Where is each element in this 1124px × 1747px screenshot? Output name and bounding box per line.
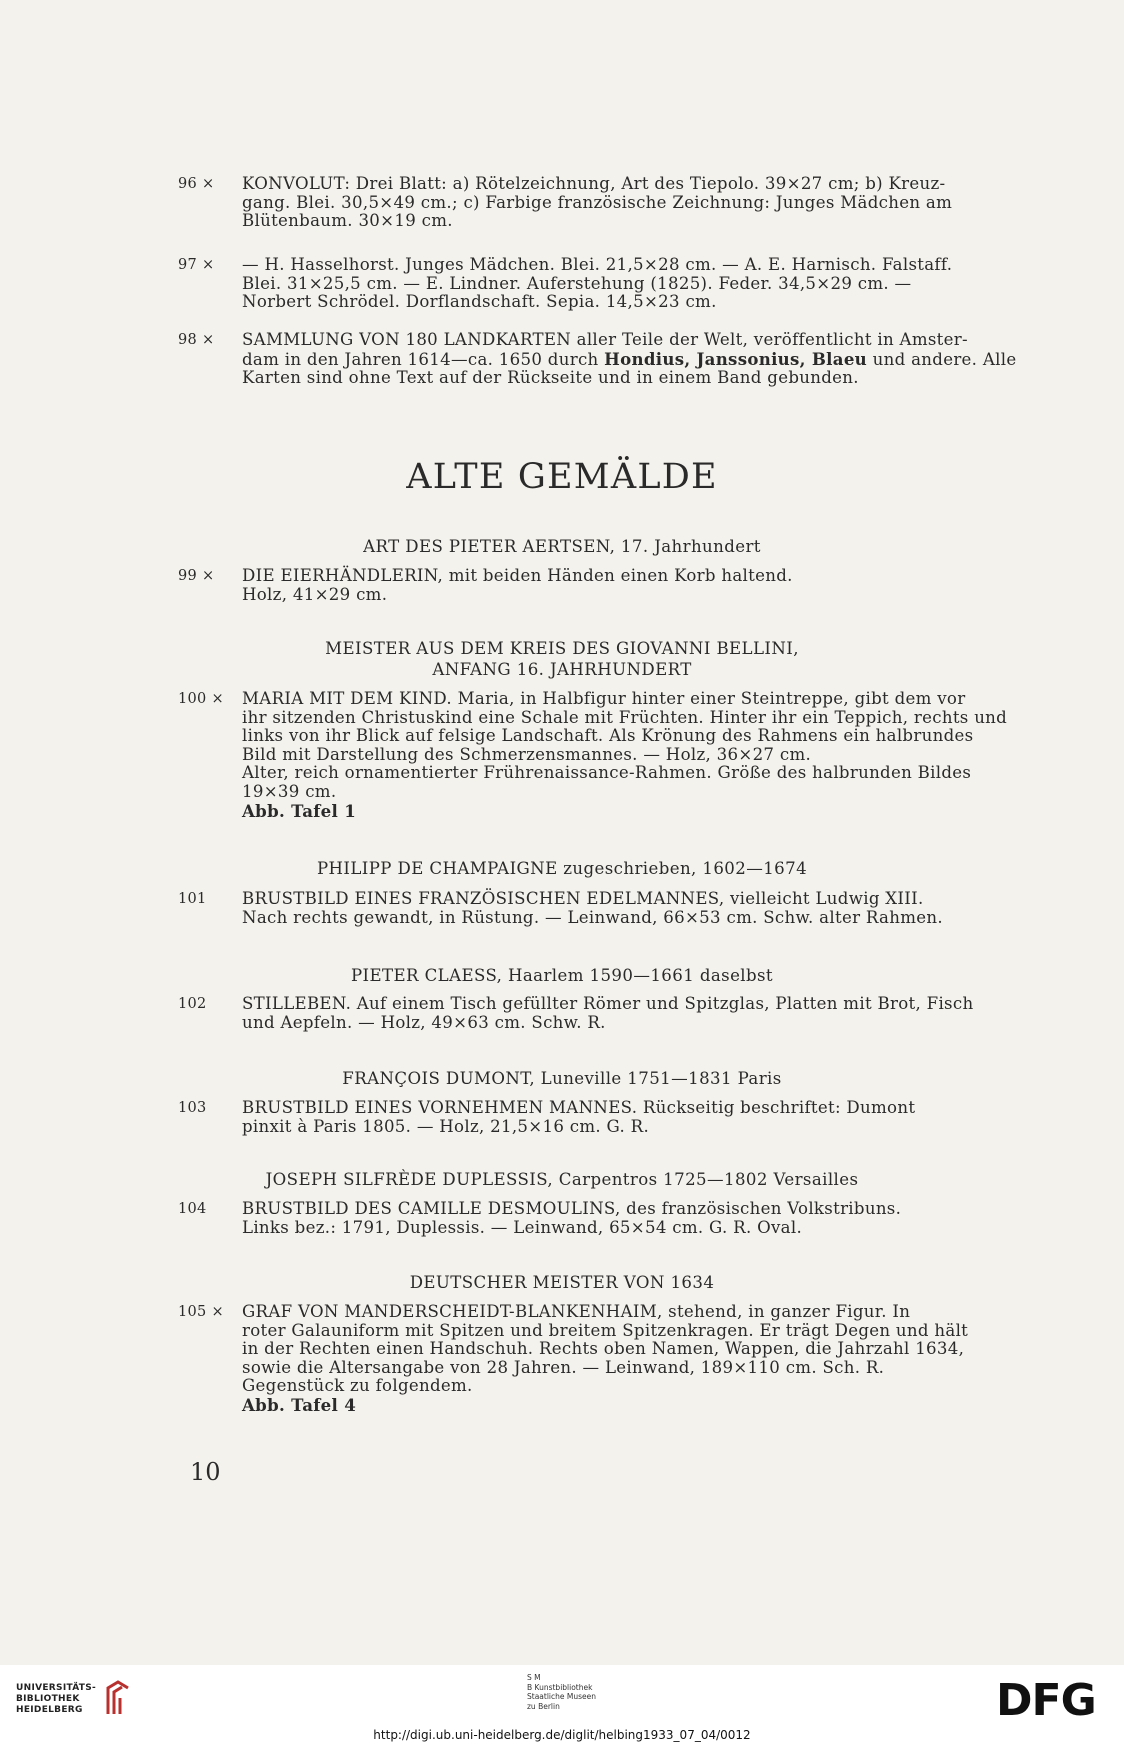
- entry-line: DIE EIERHÄNDLERIN, mit beiden Händen einen Korb haltend.: [242, 566, 793, 585]
- university-library-logo-icon[interactable]: [104, 1678, 132, 1718]
- entry-number: 102: [178, 996, 207, 1012]
- entry-text: [242, 690, 1018, 820]
- section-title: ALTE GEMÄLDE: [406, 457, 718, 497]
- entry-text: [242, 1099, 1018, 1136]
- entry-line: gang. Blei. 30,5×49 cm.; c) Farbige französische Zeichnung: Junges Mädchen am: [242, 192, 953, 212]
- logo-line: UNIVERSITÄTS-: [16, 1683, 97, 1693]
- entry-number: 105 ×: [178, 1304, 224, 1320]
- plate-reference: Abb. Tafel 1: [242, 800, 357, 821]
- entry-line: Links bez.: 1791, Duplessis. — Leinwand, 65×54 cm. G. R. Oval.: [242, 1217, 803, 1237]
- entry-line: links von ihr Blick auf felsige Landschaft. Als Krönung des Rahmens ein halbrundes: [242, 726, 974, 746]
- plate-reference: Abb. Tafel 4: [242, 1394, 357, 1415]
- entry-line: STILLEBEN. Auf einem Tisch gefüllter Römer und Spitzglas, Platten mit Brot, Fisch: [242, 994, 974, 1013]
- entry-text: [242, 175, 1018, 231]
- entry-99: [178, 567, 1018, 604]
- entry-number: 98 ×: [178, 332, 215, 348]
- entry-text: [242, 1303, 1018, 1415]
- entry-text: [242, 256, 1018, 312]
- logo-line: zu Berlin: [527, 1701, 560, 1711]
- entry-line: BRUSTBILD EINES VORNEHMEN MANNES. Rückseitig beschriftet: Dumont: [242, 1098, 916, 1117]
- logo-line: BIBLIOTHEK: [16, 1694, 80, 1704]
- entry-101: [178, 890, 1018, 927]
- entry-number: 99 ×: [178, 568, 215, 584]
- entry-line: Blei. 31×25,5 cm. — E. Lindner. Auferstehung (1825). Feder. 34,5×29 cm. —: [242, 273, 912, 293]
- cartographer-names: Hondius, Janssonius, Blaeu: [604, 348, 868, 369]
- entry-line: — H. Hasselhorst. Junges Mädchen. Blei. 21,5×28 cm. — A. E. Harnisch. Falstaff.: [242, 255, 953, 274]
- entry-line: Karten sind ohne Text auf der Rückseite und in einem Band gebunden.: [242, 368, 859, 388]
- entry-line: KONVOLUT: Drei Blatt: a) Rötelzeichnung, Art des Tiepolo. 39×27 cm; b) Kreuz-: [242, 174, 946, 193]
- page-url-link[interactable]: http://digi.ub.uni-heidelberg.de/diglit/helbing1933_07_04/0012: [373, 1728, 751, 1742]
- logo-line: B Kunstbibliothek: [527, 1682, 593, 1692]
- university-library-logo-text[interactable]: [16, 1683, 96, 1716]
- entry-number: 103: [178, 1100, 207, 1116]
- entry-104: [178, 1200, 1018, 1237]
- entry-line: BRUSTBILD DES CAMILLE DESMOULINS, des französischen Volkstribuns.: [242, 1199, 902, 1218]
- entry-line: Norbert Schrödel. Dorflandschaft. Sepia. 14,5×23 cm.: [242, 292, 717, 312]
- artist-heading: MEISTER AUS DEM KREIS DES GIOVANNI BELLINI,: [325, 639, 799, 658]
- entry-105: [178, 1303, 1018, 1415]
- entry-103: [178, 1099, 1018, 1136]
- entry-line-part: dam in den Jahren 1614—ca. 1650 durch: [242, 349, 605, 369]
- logo-line: S M: [527, 1673, 541, 1682]
- entry-line: Bild mit Darstellung des Schmerzensmannes. — Holz, 36×27 cm.: [242, 744, 812, 764]
- artist-heading: JOSEPH SILFRÈDE DUPLESSIS, Carpentros 1725—1802 Versailles: [265, 1170, 859, 1189]
- entry-line: ihr sitzenden Christuskind eine Schale mit Früchten. Hinter ihr ein Teppich, rechts und: [242, 707, 1008, 727]
- entry-97: [178, 256, 1018, 312]
- entry-line: [242, 350, 1018, 370]
- artist-heading: ART DES PIETER AERTSEN, 17. Jahrhundert: [363, 537, 761, 556]
- entry-98: [178, 331, 1018, 388]
- smb-kunstbibliothek-logo[interactable]: [527, 1673, 596, 1711]
- entry-line: MARIA MIT DEM KIND. Maria, in Halbfigur hinter einer Steintreppe, gibt dem vor: [242, 689, 966, 708]
- entry-number: 104: [178, 1201, 207, 1217]
- entry-number: 97 ×: [178, 257, 215, 273]
- entry-text: [242, 995, 1018, 1032]
- entry-line: sowie die Altersangabe von 28 Jahren. — Leinwand, 189×110 cm. Sch. R.: [242, 1357, 885, 1377]
- entry-line: Nach rechts gewandt, in Rüstung. — Leinwand, 66×53 cm. Schw. alter Rahmen.: [242, 907, 943, 927]
- page-number: 10: [190, 1458, 221, 1486]
- logo-line: Staatliche Museen: [527, 1692, 596, 1701]
- entry-line: GRAF VON MANDERSCHEIDT-BLANKENHAIM, stehend, in ganzer Figur. In: [242, 1302, 911, 1321]
- entry-text: [242, 331, 1018, 388]
- entry-text: [242, 1200, 1018, 1237]
- entry-line: und Aepfeln. — Holz, 49×63 cm. Schw. R.: [242, 1012, 606, 1032]
- artist-heading-subline: ANFANG 16. JAHRHUNDERT: [432, 660, 692, 679]
- entry-line: 19×39 cm.: [242, 781, 337, 801]
- artist-heading: DEUTSCHER MEISTER VON 1634: [409, 1273, 715, 1292]
- artist-heading: FRANÇOIS DUMONT, Luneville 1751—1831 Paris: [342, 1069, 782, 1088]
- entry-line: Gegenstück zu folgendem.: [242, 1376, 473, 1396]
- viewer-footer: [0, 1665, 1124, 1747]
- entry-line: roter Galauniform mit Spitzen und breitem Spitzenkragen. Er trägt Degen und hält: [242, 1320, 969, 1340]
- dfg-logo[interactable]: DFG: [996, 1675, 1096, 1726]
- artist-heading: PHILIPP DE CHAMPAIGNE zugeschrieben, 1602—1674: [316, 859, 808, 878]
- entry-number: 100 ×: [178, 691, 224, 707]
- entry-line: Alter, reich ornamentierter Frührenaissance-Rahmen. Größe des halbrunden Bildes: [242, 763, 972, 783]
- entry-text: [242, 890, 1018, 927]
- entry-line: Holz, 41×29 cm.: [242, 584, 388, 604]
- artist-heading: PIETER CLAESS, Haarlem 1590—1661 daselbst: [350, 966, 773, 985]
- entry-line: SAMMLUNG VON 180 LANDKARTEN aller Teile der Welt, veröffentlicht in Amster-: [242, 330, 968, 349]
- entry-line: Blütenbaum. 30×19 cm.: [242, 211, 453, 231]
- entry-number: 101: [178, 891, 207, 907]
- entry-102: [178, 995, 1018, 1032]
- entry-text: [242, 567, 1018, 604]
- entry-96: [178, 175, 1018, 231]
- entry-100: [178, 690, 1018, 820]
- entry-line: BRUSTBILD EINES FRANZÖSISCHEN EDELMANNES, vielleicht Ludwig XIII.: [242, 889, 924, 908]
- entry-number: 96 ×: [178, 176, 215, 192]
- entry-line-part: und andere. Alle: [867, 349, 1017, 369]
- entry-line: in der Rechten einen Handschuh. Rechts oben Namen, Wappen, die Jahrzahl 1634,: [242, 1339, 965, 1359]
- logo-line: HEIDELBERG: [16, 1705, 83, 1715]
- entry-line: pinxit à Paris 1805. — Holz, 21,5×16 cm. G. R.: [242, 1116, 650, 1136]
